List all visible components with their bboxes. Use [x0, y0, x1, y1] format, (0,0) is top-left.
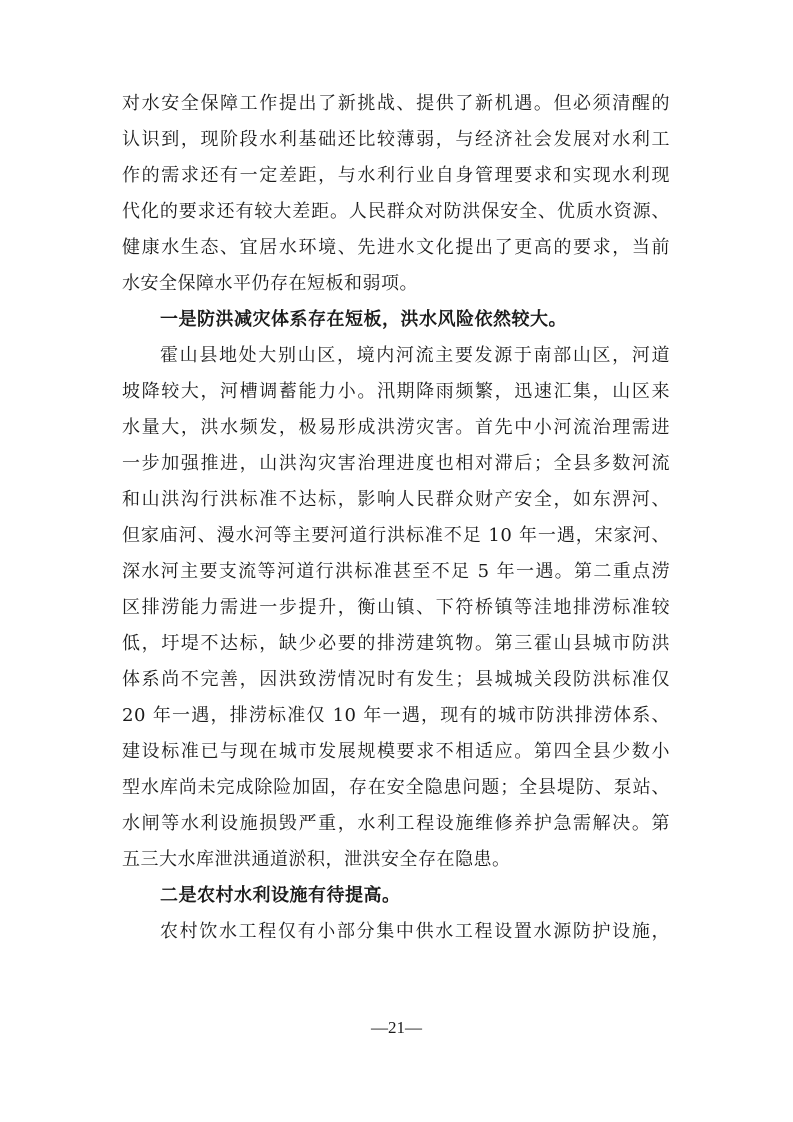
heading-line: 二是农村水利设施有待提高。	[160, 885, 401, 906]
text-line: 水量大，洪水频发，极易形成洪涝灾害。首先中小河流治理需进	[122, 417, 670, 438]
text-line: 认识到，现阶段水利基础还比较薄弱，与经济社会发展对水利工	[122, 129, 670, 150]
text-line: 五三大水库泄洪通道淤积，泄洪安全存在隐患。	[122, 849, 511, 870]
text-line: 对水安全保障工作提出了新挑战、提供了新机遇。但必须清醒的	[122, 93, 670, 114]
heading-line: 一是防洪减灾体系存在短板，洪水风险依然较大。	[160, 309, 567, 330]
text-line: 水安全保障水平仍存在短板和弱项。	[122, 273, 418, 294]
text-line: 霍山县地处大别山区，境内河流主要发源于南部山区，河道	[160, 345, 670, 366]
body-paragraph	[122, 338, 670, 878]
text-line: 型水库尚未完成除险加固，存在安全隐患问题；全县堤防、泵站、	[122, 777, 670, 798]
text-line: 区排涝能力需进一步提升，衡山镇、下符桥镇等洼地排涝标准较	[122, 597, 670, 618]
text-line: 健康水生态、宜居水环境、先进水文化提出了更高的要求，当前	[122, 237, 670, 258]
text-line: 低，圩堤不达标，缺少必要的排涝建筑物。第三霍山县城市防洪	[122, 633, 670, 654]
text-line: 代化的要求还有较大差距。人民群众对防洪保安全、优质水资源、	[122, 201, 670, 222]
text-line: 农村饮水工程仅有小部分集中供水工程设置水源防护设施，	[160, 921, 670, 942]
text-line: 水闸等水利设施损毁严重，水利工程设施维修养护急需解决。第	[122, 813, 670, 834]
section-heading	[122, 878, 670, 914]
text-line: 一步加强推进，山洪沟灾害治理进度也相对滞后；全县多数河流	[122, 453, 670, 474]
document-page	[122, 86, 670, 950]
text-line: 但家庙河、漫水河等主要河道行洪标准不足 10 年一遇，宋家河、	[122, 525, 670, 546]
body-paragraph	[122, 914, 670, 950]
section-heading	[122, 302, 670, 338]
text-line: 坡降较大，河槽调蓄能力小。汛期降雨频繁，迅速汇集，山区来	[122, 381, 670, 402]
text-line: 作的需求还有一定差距，与水利行业自身管理要求和实现水利现	[122, 165, 670, 186]
text-line: 建设标准已与现在城市发展规模要求不相适应。第四全县少数小	[122, 741, 670, 762]
text-line: 体系尚不完善，因洪致涝情况时有发生；县城城关段防洪标准仅	[122, 669, 670, 690]
text-line: 和山洪沟行洪标准不达标，影响人民群众财产安全，如东淠河、	[122, 489, 670, 510]
text-line: 深水河主要支流等河道行洪标准甚至不足 5 年一遇。第二重点涝	[122, 561, 670, 582]
text-line: 20 年一遇，排涝标准仅 10 年一遇，现有的城市防洪排涝体系、	[122, 705, 670, 726]
body-paragraph	[122, 86, 670, 302]
page-number: —21—	[371, 1018, 422, 1037]
